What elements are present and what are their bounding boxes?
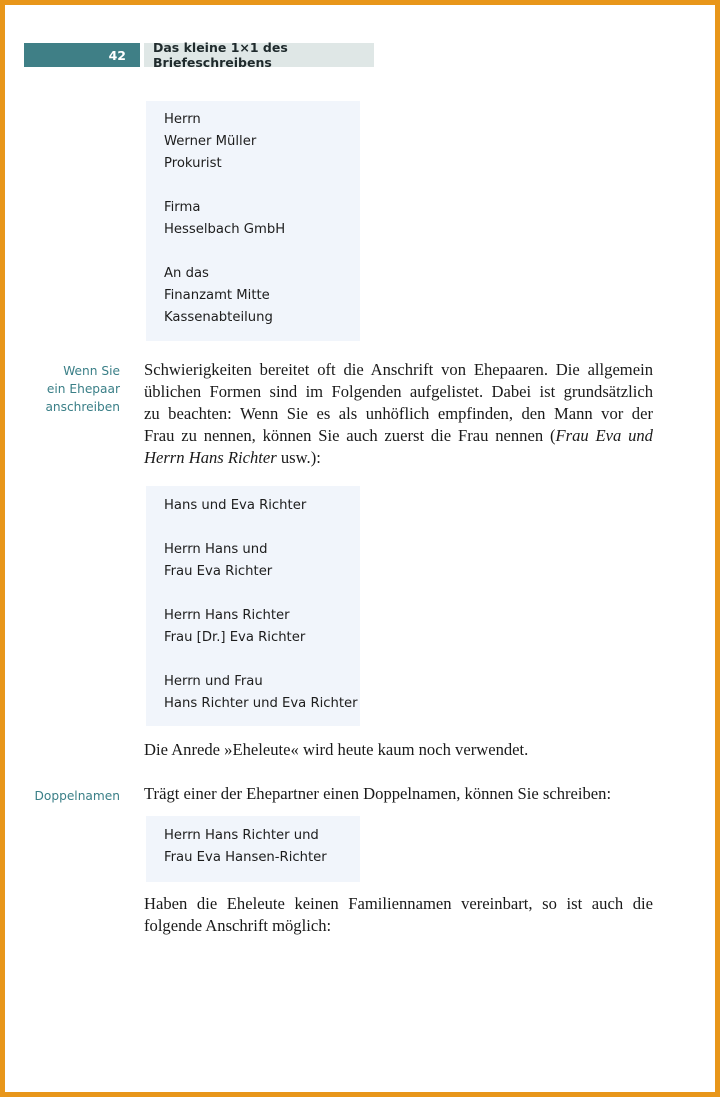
address-line: Frau Eva Richter — [164, 564, 273, 579]
paragraph-line: üblichen Formen sind im Folgenden aufgelistet. Dabei ist grundsätzlich — [144, 382, 653, 401]
text-run: usw.): — [276, 448, 321, 467]
margin-note-ehepaar — [45, 362, 120, 416]
margin-note-line: anschreiben — [45, 400, 120, 414]
address-line: Frau Eva Hansen-Richter — [164, 850, 327, 865]
paragraph-eheleute — [144, 739, 653, 761]
paragraph-line: zu beachten: Wenn Sie es als unhöflich empfinden, den Mann vor der — [144, 404, 653, 423]
running-header-title: Das kleine 1×1 des Briefeschreibens — [144, 43, 374, 67]
address-example-box-1 — [146, 101, 360, 341]
address-example-box-3 — [146, 816, 360, 882]
address-line: Prokurist — [164, 156, 222, 171]
address-line: Finanzamt Mitte — [164, 288, 270, 303]
paragraph-line: Haben die Eheleute keinen Familiennamen vereinbart, so ist auch die — [144, 894, 653, 913]
address-line: Firma — [164, 200, 201, 215]
paragraph-line — [144, 447, 653, 469]
margin-note-line: Wenn Sie — [63, 364, 120, 378]
address-line: Hans und Eva Richter — [164, 498, 307, 513]
paragraph-doppelnamen — [144, 783, 653, 805]
page-number: 42 — [24, 43, 140, 67]
address-line: Herrn Hans Richter — [164, 608, 290, 623]
margin-note-doppelnamen: Doppelnamen — [34, 789, 120, 803]
italic-example: Frau Eva und — [555, 426, 653, 445]
address-line: Herrn Hans Richter und — [164, 828, 319, 843]
address-line: Herrn Hans und — [164, 542, 268, 557]
paragraph-line: folgende Anschrift möglich: — [144, 916, 332, 935]
italic-example: Herrn Hans Richter — [144, 448, 277, 467]
paragraph-familienname — [144, 893, 653, 937]
paragraph-line: Schwierigkeiten bereitet oft die Anschrift von Ehepaaren. Die allgemein — [144, 360, 653, 379]
address-line: Herrn und Frau — [164, 674, 263, 689]
text-run: Frau zu nennen, können Sie auch zuerst die Frau nennen ( — [144, 426, 556, 445]
address-line: Werner Müller — [164, 134, 257, 149]
address-line: Hesselbach GmbH — [164, 222, 286, 237]
paragraph-line — [144, 425, 653, 447]
paragraph-ehepaare — [144, 359, 653, 469]
address-line: Kassenabteilung — [164, 310, 273, 325]
address-line: An das — [164, 266, 209, 281]
paragraph-line: Die Anrede »Eheleute« wird heute kaum noch verwendet. — [144, 740, 529, 759]
margin-note-line: ein Ehepaar — [46, 382, 120, 396]
address-line: Frau [Dr.] Eva Richter — [164, 630, 306, 645]
address-line: Hans Richter und Eva Richter — [164, 696, 358, 711]
address-example-box-2 — [146, 486, 360, 726]
address-line: Herrn — [164, 112, 201, 127]
paragraph-line: Trägt einer der Ehepartner einen Doppelnamen, können Sie schreiben: — [144, 784, 612, 803]
